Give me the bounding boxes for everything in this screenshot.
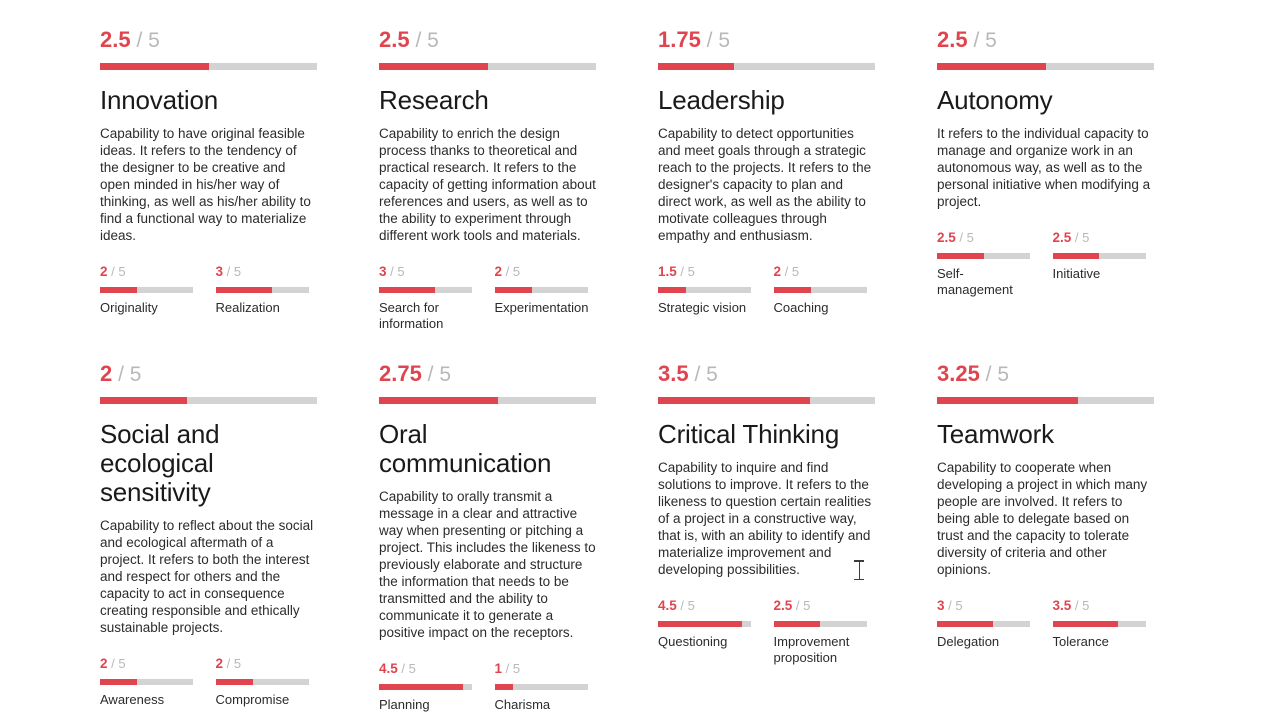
skill-score [658, 28, 875, 53]
subskill-progress-bar [495, 684, 588, 690]
subskill-label: Originality [100, 300, 158, 315]
skill-title: Oral communication [379, 419, 552, 478]
skill-score-max: / 5 [985, 363, 1010, 386]
subskill-progress-bar [774, 621, 867, 627]
subskill-score [937, 598, 1039, 613]
skill-score-value: 2 [100, 361, 113, 386]
skill-score-max: / 5 [118, 363, 142, 386]
subskill-progress-fill [774, 287, 811, 293]
subskill-progress-fill [937, 253, 984, 259]
subskill-score [495, 661, 597, 676]
skill-progress-bar [379, 397, 596, 404]
skill-score-value: 2.75 [379, 361, 422, 386]
skill-title: Leadership [658, 85, 785, 115]
skill-description: Capability to orally transmit a message in a clear and attractive way when presenting or pitching a project. This includes the likeness to previously elaborate and structure the information that needs to be transmitted and the ability to communicate it to generate a positive impact on the receptors. [379, 489, 596, 640]
subskill-progress-fill [100, 287, 137, 293]
subskill-progress-bar [658, 621, 751, 627]
skill-description: Capability to have original feasible ideas. It refers to the tendency of the designer to be creative and open minded in his/her way of thinking, as well as his/her ability to find a functional way to materialize ideas. [100, 126, 311, 243]
skill-title: Teamwork [937, 419, 1054, 449]
subskill-progress-fill [774, 621, 821, 627]
skill-progress-fill [100, 397, 187, 404]
skill-card [937, 28, 1180, 332]
skill-score-max: / 5 [427, 363, 452, 386]
subskill-label: Awareness [100, 692, 165, 707]
subskill-list [658, 264, 875, 316]
subskill-score-value: 4.5 [658, 598, 677, 613]
subskill-label: Experimentation [494, 300, 589, 315]
subskill-score-value: 3 [379, 264, 387, 279]
subskill-score-max: / 5 [948, 598, 963, 613]
subskill-progress-fill [216, 287, 272, 293]
skill-score [937, 362, 1154, 387]
subskill-score-max: / 5 [680, 598, 695, 613]
subskill-progress-fill [495, 287, 532, 293]
skill-title: Research [379, 85, 489, 115]
skill-progress-bar [100, 63, 317, 70]
subskill-score-value: 2 [100, 264, 108, 279]
subskill-score [658, 598, 760, 613]
subskill-score-max: / 5 [226, 656, 242, 671]
subskill-score [216, 264, 318, 279]
subskill-item [100, 656, 202, 708]
skill-description: Capability to cooperate when developing a project in which many people are involved. It refers to being able to delegate based on trust and the capacity to tolerate diversity of criteria and other opinions. [937, 460, 1148, 577]
skill-score-max: / 5 [136, 29, 160, 52]
skill-card [379, 362, 622, 713]
skill-progress-fill [937, 63, 1046, 70]
skill-card [100, 362, 343, 713]
subskill-score [774, 598, 876, 613]
subskill-score-max: / 5 [1074, 230, 1090, 245]
subskill-list [379, 661, 596, 713]
skill-card [379, 28, 622, 332]
subskill-score [658, 264, 760, 279]
subskill-score-value: 2 [100, 656, 108, 671]
subskill-progress-bar [379, 684, 472, 690]
subskill-list [658, 598, 875, 666]
skill-progress-fill [937, 397, 1078, 404]
skill-progress-fill [379, 63, 488, 70]
skill-title: Social and ecological sensitivity [100, 419, 220, 507]
subskill-item [495, 264, 597, 332]
subskill-score-max: / 5 [795, 598, 811, 613]
subskill-item [1053, 230, 1155, 298]
subskill-label: Charisma [494, 697, 551, 712]
subskill-score-value: 3.5 [1052, 598, 1072, 613]
subskill-label: Self-management [937, 266, 1013, 297]
subskill-list [937, 230, 1154, 298]
subskill-progress-fill [1053, 621, 1118, 627]
subskill-item [216, 656, 318, 708]
skill-score-max: / 5 [973, 29, 997, 52]
skill-description: Capability to reflect about the social and ecological aftermath of a project. It refers to both the interest and respect for others and the capacity to act in consequence creating responsible and ethically sustainable projects. [100, 518, 314, 635]
skill-score-value: 3.25 [937, 361, 980, 386]
subskill-item [1053, 598, 1155, 650]
subskill-score-value: 3 [215, 264, 224, 279]
skill-title: Innovation [100, 85, 218, 115]
subskill-label: Delegation [937, 634, 1000, 649]
subskill-score-max: / 5 [390, 264, 405, 279]
skill-score [658, 362, 875, 387]
subskill-score-max: / 5 [680, 264, 695, 279]
skill-progress-bar [379, 63, 596, 70]
subskill-label: Compromise [215, 692, 290, 707]
subskill-score [379, 264, 481, 279]
subskill-progress-fill [658, 287, 686, 293]
subskill-progress-fill [495, 684, 514, 690]
subskill-list [100, 656, 317, 708]
skill-description: It refers to the individual capacity to manage and organize work in an autonomous way, as well as to the personal initiative when modifying a project. [937, 126, 1151, 209]
skill-progress-fill [658, 63, 734, 70]
skill-score [100, 362, 317, 387]
subskill-score [1053, 598, 1155, 613]
subskill-label: Coaching [773, 300, 829, 315]
skill-progress-bar [658, 397, 875, 404]
skill-card [937, 362, 1180, 713]
subskill-item [379, 661, 481, 713]
subskill-progress-fill [216, 679, 253, 685]
subskill-score-max: / 5 [505, 264, 521, 279]
skill-progress-bar [937, 63, 1154, 70]
subskill-progress-bar [216, 287, 309, 293]
skill-score [937, 28, 1154, 53]
skill-title: Critical Thinking [658, 419, 840, 449]
skill-progress-fill [100, 63, 209, 70]
subskill-score-max: / 5 [111, 264, 126, 279]
subskill-score-max: / 5 [959, 230, 974, 245]
subskill-score-value: 4.5 [379, 661, 398, 676]
subskill-label: Search for information [379, 300, 444, 331]
skill-score [379, 28, 596, 53]
subskill-label: Tolerance [1052, 634, 1109, 649]
subskill-item [937, 230, 1039, 298]
subskill-score-value: 2.5 [1052, 230, 1072, 245]
skills-grid-row-2 [100, 362, 1180, 713]
subskill-score [774, 264, 876, 279]
skill-score-value: 2.5 [100, 27, 131, 52]
subskill-score-value: 2.5 [937, 230, 956, 245]
skill-progress-bar [937, 397, 1154, 404]
subskill-item [658, 264, 760, 316]
skill-score-max: / 5 [706, 29, 731, 52]
subskill-progress-bar [100, 287, 193, 293]
subskill-score-value: 1.5 [658, 264, 677, 279]
subskill-list [100, 264, 317, 316]
skill-score-max: / 5 [694, 363, 718, 386]
skill-title: Autonomy [937, 85, 1053, 115]
subskill-item [100, 264, 202, 316]
subskill-progress-bar [774, 287, 867, 293]
skill-progress-bar [100, 397, 317, 404]
skill-description: Capability to inquire and find solutions to improve. It refers to the likeness to question certain realities of a project in a constructive way, that is, with an ability to identify and materialize improvement and developing possibilities. [658, 460, 872, 577]
subskill-item [216, 264, 318, 316]
subskill-progress-bar [379, 287, 472, 293]
subskill-score-max: / 5 [784, 264, 800, 279]
subskill-score-value: 2 [773, 264, 782, 279]
subskill-score-max: / 5 [1074, 598, 1090, 613]
skill-card [658, 28, 901, 332]
subskill-progress-bar [937, 621, 1030, 627]
skill-description: Capability to detect opportunities and meet goals through a strategic reach to the projects. It refers to the designer's capacity to plan and direct work, as well as the ability to motivate colleagues through empathy and enthusiasm. [658, 126, 872, 243]
subskill-progress-fill [937, 621, 993, 627]
subskill-score [216, 656, 318, 671]
skill-score-max: / 5 [415, 29, 439, 52]
subskill-list [379, 264, 596, 332]
skill-score-value: 2.5 [937, 27, 968, 52]
subskill-score-max: / 5 [505, 661, 521, 676]
subskill-list [937, 598, 1154, 650]
subskill-item [937, 598, 1039, 650]
subskill-progress-bar [216, 679, 309, 685]
subskill-label: Initiative [1052, 266, 1101, 281]
skill-card [658, 362, 901, 713]
subskill-score [1053, 230, 1155, 245]
subskill-score-value: 2.5 [773, 598, 793, 613]
subskill-item [379, 264, 481, 332]
skill-progress-fill [379, 397, 498, 404]
subskill-label: Improvement proposition [773, 634, 850, 665]
subskill-score-max: / 5 [226, 264, 242, 279]
subskill-item [495, 661, 597, 713]
subskill-score-max: / 5 [111, 656, 126, 671]
subskill-progress-fill [658, 621, 742, 627]
subskill-score [100, 656, 202, 671]
subskill-score [937, 230, 1039, 245]
subskill-progress-fill [1053, 253, 1100, 259]
skill-description: Capability to enrich the design process thanks to theoretical and practical research. It refers to the capacity of getting information about references and users, as well as to the ability to experiment through different work tools and materials. [379, 126, 596, 243]
skill-progress-bar [658, 63, 875, 70]
subskill-progress-bar [937, 253, 1030, 259]
subskill-score-max: / 5 [401, 661, 416, 676]
subskill-item [658, 598, 760, 666]
skill-progress-fill [658, 397, 810, 404]
subskill-progress-fill [100, 679, 137, 685]
skill-score-value: 3.5 [658, 361, 689, 386]
subskill-score-value: 2 [494, 264, 503, 279]
skills-grid-row-1 [100, 28, 1180, 332]
subskill-progress-fill [379, 684, 463, 690]
subskill-item [774, 264, 876, 316]
subskill-label: Strategic vision [658, 300, 747, 315]
subskill-score [495, 264, 597, 279]
subskill-progress-bar [495, 287, 588, 293]
subskill-score-value: 2 [215, 656, 224, 671]
subskill-progress-bar [1053, 621, 1146, 627]
subskill-label: Questioning [658, 634, 728, 649]
subskill-progress-bar [658, 287, 751, 293]
subskill-progress-bar [1053, 253, 1146, 259]
subskill-score-value: 3 [937, 598, 945, 613]
skill-score-value: 2.5 [379, 27, 410, 52]
skill-score-value: 1.75 [658, 27, 701, 52]
subskill-score [379, 661, 481, 676]
skill-score [100, 28, 317, 53]
subskill-item [774, 598, 876, 666]
subskill-label: Planning [379, 697, 430, 712]
subskill-score-value: 1 [494, 661, 503, 676]
skill-card [100, 28, 343, 332]
subskill-progress-bar [100, 679, 193, 685]
subskill-score [100, 264, 202, 279]
subskill-progress-fill [379, 287, 435, 293]
subskill-label: Realization [215, 300, 280, 315]
skill-score [379, 362, 596, 387]
